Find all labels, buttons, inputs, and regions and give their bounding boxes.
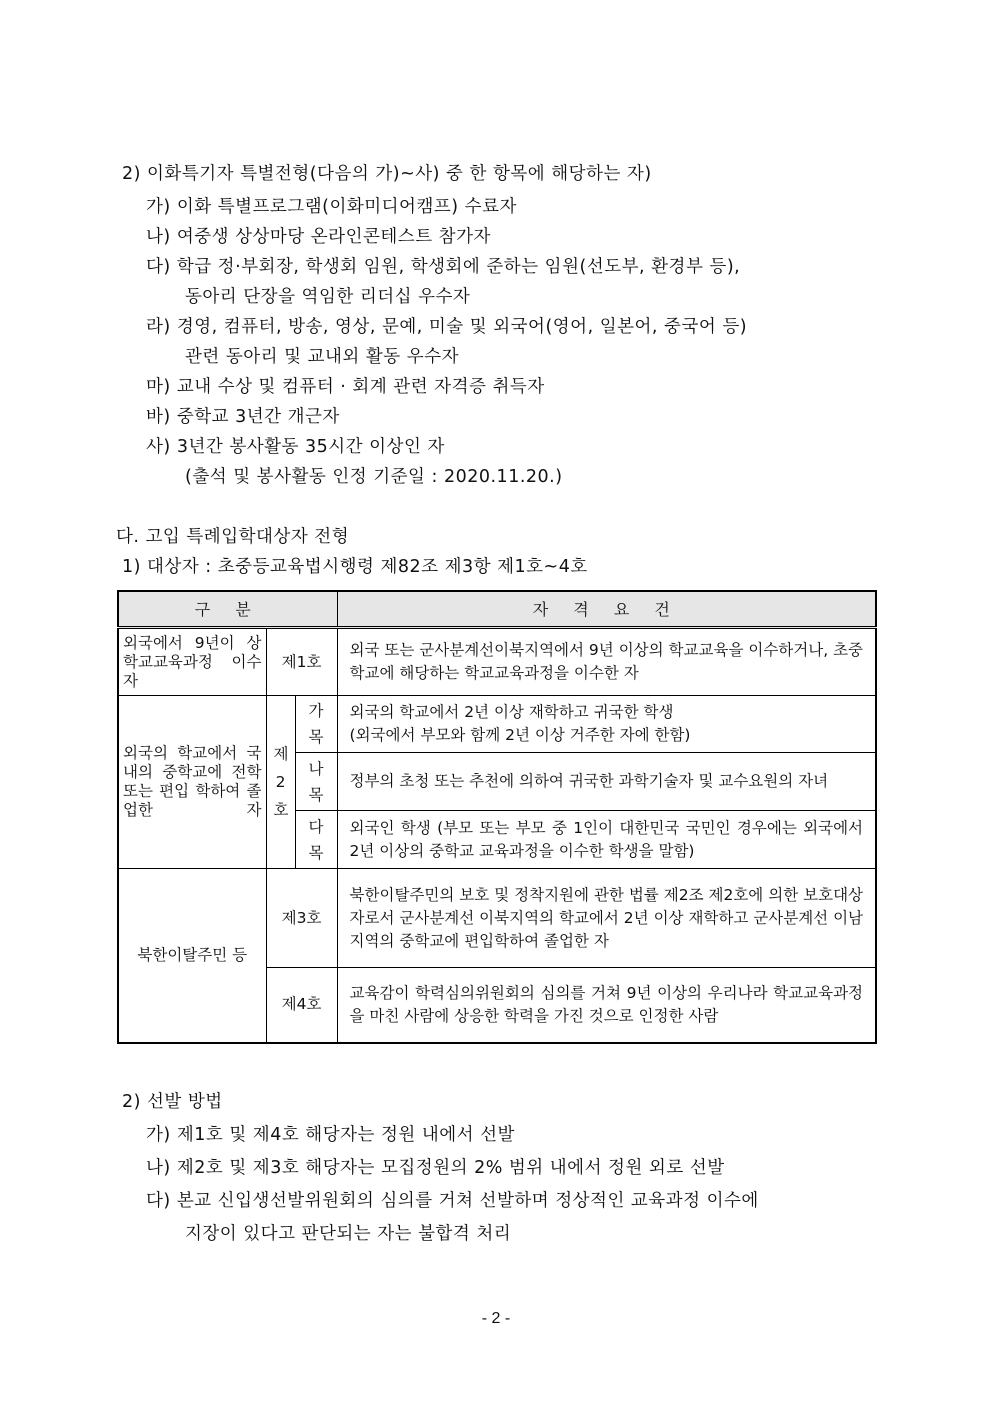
list-item: [146, 255, 740, 279]
list-item-continuation: (출석 및 봉사활동 인정 기준일 : 2020.11.20.): [185, 467, 563, 487]
requirement-cell: 외국 또는 군사분계선이북지역에서 9년 이상의 학교교육을 이수하거나, 초중학교에 해당하는 학교교육과정을 이수한 자: [337, 628, 876, 696]
sub-clause-cell: 다 목: [295, 811, 337, 869]
clause-cell: 제1호: [266, 628, 337, 696]
requirement-cell: 정부의 초청 또는 추천에 의하여 귀국한 과학기술자 및 교수요원의 자녀: [337, 753, 876, 811]
subsection-heading: 2) 선발 방법: [122, 1092, 223, 1112]
list-marker: 사): [146, 437, 171, 457]
section-heading: 2) 이화특기자 특별전형(다음의 가)~사) 중 한 항목에 해당하는 자): [122, 164, 652, 184]
list-item: [146, 1156, 725, 1180]
requirement-cell: 북한이탈주민의 보호 및 정착지원에 관한 법률 제2조 제2호에 의한 보호대상자로서 군사분계선 이북지역의 학교에서 2년 이상 재학하고 군사분계선 이남지역의 중학교에 편입학하여 졸업한 자: [337, 869, 876, 968]
column-header: 자 격 요 건: [337, 591, 876, 628]
clause-cell: 제3호: [266, 869, 337, 968]
list-text: 경영, 컴퓨터, 방송, 영상, 문예, 미술 및 외국어(영어, 일본어, 중국어 등): [176, 317, 748, 337]
requirement-cell: 외국인 학생 (부모 또는 부모 중 1인이 대한민국 국민인 경우에는 외국에서 2년 이상의 중학교 교육과정을 이수한 학생을 말함): [337, 811, 876, 869]
page-number: - 2 -: [481, 1310, 511, 1327]
list-marker: 다): [146, 1191, 171, 1211]
list-item: [146, 315, 747, 339]
list-item-continuation: 동아리 단장을 역임한 리더십 우수자: [185, 287, 471, 307]
clause-cell: 제 2 호: [266, 696, 295, 869]
list-marker: 가): [146, 1125, 171, 1145]
list-text: 학급 정·부회장, 학생회 임원, 학생회에 준하는 임원(선도부, 환경부 등),: [176, 257, 741, 277]
category-cell: 북한이탈주민 등: [118, 869, 266, 1043]
list-item: [146, 225, 491, 249]
list-item: [146, 1123, 515, 1147]
list-marker: 바): [146, 407, 171, 427]
list-text: 중학교 3년간 개근자: [176, 407, 340, 427]
table-row: [118, 696, 876, 753]
eligibility-table: [117, 590, 877, 1044]
sub-clause-cell: 나 목: [295, 753, 337, 811]
category-cell: 외국의 학교에서 국내의 중학교에 전학 또는 편입 학하여 졸업한 자: [118, 696, 266, 869]
list-item: [146, 435, 445, 459]
table-header-row: [118, 591, 876, 628]
list-marker: 나): [146, 227, 171, 247]
list-marker: 가): [146, 197, 171, 217]
list-marker: 마): [146, 377, 171, 397]
table-row: [118, 869, 876, 968]
requirement-cell: 교육감이 학력심의위원회의 심의를 거쳐 9년 이상의 우리나라 학교교육과정을 마친 사람에 상응한 학력을 가진 것으로 인정한 사람: [337, 968, 876, 1043]
list-item: [146, 375, 545, 399]
list-text: 교내 수상 및 컴퓨터 · 회계 관련 자격증 취득자: [176, 377, 545, 397]
sub-clause-cell: 가 목: [295, 696, 337, 753]
list-text: 제2호 및 제3호 해당자는 모집정원의 2% 범위 내에서 정원 외로 선발: [176, 1158, 725, 1178]
section-heading: 다. 고입 특례입학대상자 전형: [116, 527, 350, 547]
list-item: [146, 195, 517, 219]
list-item: [146, 1189, 759, 1213]
requirement-line: 외국의 학교에서 2년 이상 재학하고 귀국한 학생: [349, 703, 674, 721]
list-text: 이화 특별프로그램(이화미디어캠프) 수료자: [176, 197, 517, 217]
list-text: 제1호 및 제4호 해당자는 정원 내에서 선발: [176, 1125, 515, 1145]
list-item-continuation: 관련 동아리 및 교내외 활동 우수자: [185, 347, 459, 367]
subsection-heading: 1) 대상자 : 초중등교육법시행령 제82조 제3항 제1호~4호: [122, 557, 588, 577]
list-marker: 라): [146, 317, 171, 337]
requirement-cell: [337, 696, 876, 753]
clause-cell: 제4호: [266, 968, 337, 1043]
table-row: [118, 628, 876, 696]
list-marker: 나): [146, 1158, 171, 1178]
column-header: 구 분: [118, 591, 337, 628]
list-text: 본교 신입생선발위원회의 심의를 거쳐 선발하며 정상적인 교육과정 이수에: [176, 1191, 759, 1211]
list-text: 여중생 상상마당 온라인콘테스트 참가자: [176, 227, 491, 247]
list-marker: 다): [146, 257, 171, 277]
list-text: 3년간 봉사활동 35시간 이상인 자: [176, 437, 445, 457]
requirement-line: (외국에서 부모와 함께 2년 이상 거주한 자에 한함): [349, 726, 691, 744]
category-cell: 외국에서 9년이 상 학교교육과정 이수자: [118, 628, 266, 696]
list-item-continuation: 지장이 있다고 판단되는 자는 불합격 처리: [185, 1224, 512, 1244]
list-item: [146, 405, 340, 429]
